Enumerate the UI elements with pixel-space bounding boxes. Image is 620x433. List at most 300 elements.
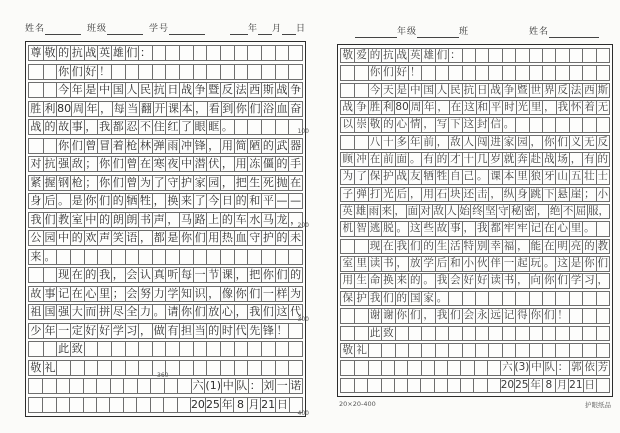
grid-cell: 学 bbox=[570, 274, 582, 287]
grid-cell: 的 bbox=[58, 46, 70, 59]
grid-cell: ！ bbox=[557, 309, 568, 322]
grid-cell bbox=[434, 361, 447, 374]
grid-cell: 们 bbox=[597, 257, 609, 270]
grid-cell bbox=[582, 66, 595, 79]
grid-cell bbox=[179, 250, 193, 264]
grid-cell: 无 bbox=[597, 101, 609, 114]
grid-cell: ， bbox=[437, 101, 448, 114]
grid-cell: 学 bbox=[112, 323, 124, 337]
grid-cell bbox=[247, 65, 261, 79]
grid-cell: 在 bbox=[383, 239, 394, 252]
grid-cell bbox=[542, 66, 555, 79]
grid-cell: 民 bbox=[450, 83, 461, 96]
grid-cell: 力 bbox=[140, 305, 152, 319]
grid-cell: 祖 bbox=[30, 305, 42, 319]
grid-cell: 向 bbox=[530, 274, 542, 287]
grid-cell: 敌 bbox=[433, 205, 444, 218]
grid-cell: 中 bbox=[409, 83, 421, 96]
grid-cell: ， bbox=[544, 101, 555, 114]
grid-cell: 有 bbox=[423, 153, 434, 166]
grid-cell bbox=[234, 361, 248, 375]
grid-cell: ， bbox=[530, 135, 542, 148]
grid-cell: 代 bbox=[290, 305, 302, 319]
grid-cell: 起 bbox=[517, 257, 528, 270]
grid-cell: 敌 bbox=[450, 135, 461, 148]
grid-cell: 悬 bbox=[557, 187, 568, 200]
grid-cell: 抗 bbox=[463, 83, 475, 96]
grid-cell: 事 bbox=[44, 286, 56, 300]
grid-cell: 牲 bbox=[436, 170, 448, 183]
grid-cell: 血 bbox=[276, 101, 288, 115]
grid-cell: 紧 bbox=[30, 175, 42, 189]
grid-cell: 的 bbox=[262, 138, 274, 152]
grid-cell: 牺 bbox=[423, 170, 434, 183]
grid-cell bbox=[367, 379, 380, 392]
grid-cell: 强 bbox=[58, 157, 70, 171]
student-id-label: 学号 bbox=[149, 24, 170, 34]
grid-cell: 先 bbox=[249, 323, 261, 337]
grid-cell bbox=[29, 83, 43, 97]
grid-cell: 里 bbox=[99, 286, 111, 300]
grid-cell: 定 bbox=[71, 323, 83, 337]
grid-cell: 雄 bbox=[355, 205, 367, 218]
grid-cell: 弹 bbox=[153, 138, 165, 152]
month-label: 月 bbox=[271, 24, 282, 34]
essay-row bbox=[340, 256, 610, 271]
grid-cell bbox=[502, 49, 515, 62]
grid-cell: 节 bbox=[208, 268, 220, 282]
grid-cell bbox=[582, 49, 595, 62]
grid-cell: 脱 bbox=[383, 222, 394, 235]
grid-cell: 的 bbox=[383, 118, 394, 131]
grid-cell: 你 bbox=[180, 305, 192, 319]
grid-cell: 诺 bbox=[290, 379, 302, 393]
grid-cell: 来 bbox=[30, 249, 42, 263]
grid-cell bbox=[177, 379, 191, 393]
grid-cell: 界 bbox=[543, 83, 555, 96]
grid-cell bbox=[193, 65, 207, 79]
grid-cell: 光 bbox=[517, 101, 528, 114]
grid-cell bbox=[138, 361, 152, 375]
right-page-footer bbox=[337, 400, 613, 409]
grid-cell: 在 bbox=[290, 175, 302, 189]
grid-cell bbox=[177, 398, 190, 412]
grid-cell: 。 bbox=[476, 170, 488, 183]
essay-row bbox=[28, 119, 303, 135]
essay-row bbox=[340, 291, 610, 306]
grid-cell bbox=[111, 250, 125, 264]
grid-cell: 了 bbox=[356, 170, 367, 183]
grid-cell: 五 bbox=[570, 170, 582, 183]
grid-cell: 国 bbox=[44, 305, 56, 319]
grid-cell: 块 bbox=[450, 187, 461, 200]
grid-cell: 们 bbox=[112, 175, 124, 189]
grid-cell bbox=[165, 250, 179, 264]
grid-cell: 我 bbox=[396, 239, 408, 252]
grid-cell: 们 bbox=[262, 305, 274, 319]
grid-cell: 的 bbox=[208, 323, 220, 337]
grid-cell: 的 bbox=[85, 268, 97, 282]
grid-cell bbox=[354, 136, 367, 149]
grid-cell bbox=[137, 379, 151, 393]
year-label: 年 bbox=[247, 24, 258, 34]
grid-cell: 护 bbox=[262, 231, 274, 245]
grid-cell: 来 bbox=[180, 194, 192, 208]
grid-cell: 护 bbox=[383, 170, 394, 183]
grid-cell: 国 bbox=[423, 83, 434, 96]
grid-cell: 们 bbox=[436, 49, 448, 61]
grid-cell: 己 bbox=[463, 170, 475, 183]
grid-cell: 牢 bbox=[503, 222, 515, 235]
grid-cell: 天 bbox=[383, 83, 394, 96]
grid-cell: ， bbox=[208, 286, 220, 300]
grid-cell: 大 bbox=[71, 305, 83, 319]
grid-cell bbox=[394, 379, 407, 392]
grid-cell: 换 bbox=[383, 274, 394, 287]
grid-cell: 好 bbox=[85, 323, 97, 337]
grid-cell bbox=[261, 361, 275, 375]
grid-cell: 无 bbox=[584, 135, 595, 148]
grid-cell: 今 bbox=[369, 83, 381, 96]
grid-cell: 到 bbox=[222, 101, 234, 115]
grid-cell: 的 bbox=[44, 120, 56, 134]
grid-cell bbox=[261, 46, 275, 60]
grid-cell: 公 bbox=[30, 231, 42, 245]
student-id-blank bbox=[169, 24, 205, 35]
grid-cell: 本 bbox=[503, 170, 515, 183]
grid-cell: 们 bbox=[126, 46, 138, 59]
grid-cell bbox=[569, 118, 582, 131]
grid-cell: 20 bbox=[500, 378, 515, 391]
grid-cell: 生 bbox=[356, 274, 367, 287]
grid-cell: 队 bbox=[236, 379, 248, 393]
grid-cell: 的 bbox=[221, 212, 233, 226]
grid-cell: 崖 bbox=[570, 187, 582, 200]
grid-cell: 会 bbox=[450, 274, 461, 287]
grid-cell: 的 bbox=[276, 231, 288, 245]
grid-cell: 能 bbox=[530, 239, 542, 252]
grid-cell: 着 bbox=[112, 138, 124, 152]
grid-cell: 教 bbox=[58, 212, 70, 226]
grid-cell: 手 bbox=[290, 157, 302, 171]
grid-cell: 书 bbox=[383, 257, 394, 270]
grid-cell: 书 bbox=[140, 212, 152, 226]
grid-cell: 课 bbox=[221, 268, 233, 282]
grid-cell: 你 bbox=[180, 231, 192, 245]
grid-cell bbox=[275, 361, 289, 375]
day-blank bbox=[282, 24, 296, 35]
grid-cell: 们 bbox=[71, 64, 83, 78]
grid-cell: ， bbox=[235, 305, 247, 319]
grid-cell: 战 bbox=[342, 101, 353, 114]
grid-cell: 崇 bbox=[356, 118, 367, 131]
grid-cell: 我 bbox=[30, 212, 42, 226]
grid-cell: 护 bbox=[356, 291, 367, 304]
grid-cell: 冲 bbox=[356, 153, 367, 166]
grid-cell bbox=[354, 327, 367, 340]
grid-cell: 自 bbox=[450, 170, 461, 183]
grid-cell: 的 bbox=[396, 291, 408, 304]
grid-cell: 牙 bbox=[543, 170, 555, 183]
grid-cell bbox=[206, 250, 220, 264]
left-page-header bbox=[25, 20, 306, 35]
grid-cell: 敬 bbox=[342, 343, 353, 356]
grid-cell bbox=[109, 398, 122, 412]
grid-cell: 用 bbox=[423, 187, 434, 200]
grid-cell: 顾 bbox=[342, 153, 353, 166]
essay-row bbox=[340, 221, 610, 236]
grid-cell: 赴 bbox=[530, 153, 542, 166]
grid-cell bbox=[475, 327, 488, 340]
grid-cell: 抗 bbox=[44, 157, 56, 171]
essay-row bbox=[28, 64, 303, 80]
grid-cell: 曾 bbox=[126, 157, 138, 171]
grid-cell: 远 bbox=[490, 309, 501, 322]
grid-cell: 。 bbox=[543, 257, 555, 270]
grid-cell: 队 bbox=[544, 361, 556, 374]
grid-cell bbox=[341, 240, 354, 253]
right-composition-grid bbox=[337, 44, 613, 397]
grid-cell: 年 bbox=[424, 101, 435, 114]
grid-cell: 以 bbox=[342, 118, 353, 131]
grid-cell bbox=[29, 65, 43, 79]
grid-cell: 武 bbox=[276, 138, 288, 152]
grid-cell bbox=[165, 342, 179, 356]
grid-cell bbox=[381, 379, 394, 392]
grid-cell bbox=[460, 361, 473, 374]
grid-cell: 郭 bbox=[571, 361, 582, 374]
grid-cell: 敬 bbox=[342, 49, 353, 61]
grid-cell bbox=[247, 342, 261, 356]
grid-cell: 生 bbox=[249, 175, 261, 189]
grid-cell: 不 bbox=[140, 120, 152, 134]
grid-cell: 的 bbox=[290, 268, 302, 282]
word-count-marker: 300 bbox=[297, 316, 309, 323]
grid-cell bbox=[96, 379, 110, 393]
grid-cell: 敬 bbox=[44, 46, 56, 59]
grid-cell: 民 bbox=[140, 83, 152, 97]
grid-cell bbox=[247, 250, 261, 264]
essay-row bbox=[28, 82, 303, 98]
grid-cell: ， bbox=[100, 101, 112, 115]
grid-cell: 雄 bbox=[423, 49, 434, 61]
grid-cell: 我 bbox=[557, 101, 569, 114]
grid-cell: 闯 bbox=[476, 135, 488, 148]
grid-cell: 别 bbox=[476, 239, 488, 252]
grid-cell: 利 bbox=[382, 101, 394, 114]
grid-cell bbox=[354, 379, 367, 392]
grid-cell bbox=[43, 268, 57, 282]
grid-cell: 十 bbox=[463, 153, 475, 166]
grid-cell: 现 bbox=[369, 239, 381, 252]
grid-cell: 日 bbox=[276, 397, 288, 411]
grid-cell: 笑 bbox=[112, 231, 124, 245]
grid-cell: 里 bbox=[517, 170, 528, 183]
grid-cell: 们 bbox=[409, 239, 421, 252]
grid-cell: 战 bbox=[30, 120, 42, 134]
grid-cell: 护 bbox=[180, 175, 192, 189]
grid-cell bbox=[447, 361, 460, 374]
grid-cell: 用 bbox=[208, 231, 220, 245]
essay-row bbox=[340, 187, 610, 202]
grid-cell bbox=[275, 46, 289, 60]
grid-cell: 8 bbox=[542, 379, 555, 392]
grid-cell: 守 bbox=[498, 205, 509, 218]
grid-cell bbox=[488, 292, 501, 305]
grade-blank bbox=[355, 27, 397, 38]
grid-cell: 伙 bbox=[476, 257, 488, 270]
grid-cell: 月 bbox=[248, 397, 260, 411]
grid-cell: ！ bbox=[276, 323, 288, 337]
grid-cell: 的 bbox=[409, 274, 421, 287]
grid-cell: 人 bbox=[436, 83, 448, 96]
grid-cell: 的 bbox=[369, 49, 381, 61]
grid-cell: 会 bbox=[126, 286, 138, 300]
grid-cell: 8 bbox=[233, 398, 246, 412]
grid-cell bbox=[448, 327, 461, 340]
grid-cell: 陋 bbox=[249, 138, 261, 152]
grid-cell: 年 bbox=[44, 323, 56, 337]
grid-cell: 僵 bbox=[262, 157, 274, 171]
essay-row bbox=[340, 239, 610, 254]
essay-row bbox=[340, 326, 610, 341]
grid-cell: 20 bbox=[190, 397, 205, 411]
grid-cell bbox=[234, 250, 248, 264]
grid-cell: 刘 bbox=[263, 379, 275, 393]
grid-cell: 你 bbox=[235, 286, 247, 300]
essay-row bbox=[28, 212, 303, 228]
grid-cell: 当 bbox=[127, 101, 139, 115]
grid-cell: 们 bbox=[249, 286, 261, 300]
grid-cell: 你 bbox=[99, 175, 111, 189]
essay-row bbox=[340, 48, 610, 63]
grid-cell: 中 bbox=[58, 231, 70, 245]
essay-row bbox=[28, 101, 303, 117]
grid-cell bbox=[275, 120, 289, 134]
grid-cell: ， bbox=[235, 268, 247, 282]
grid-cell bbox=[515, 49, 528, 62]
grid-cell: 今 bbox=[58, 83, 70, 97]
grid-cell: 奋 bbox=[290, 101, 302, 115]
grid-cell: 们 bbox=[450, 309, 461, 322]
grid-cell: 心 bbox=[396, 118, 408, 131]
essay-row bbox=[340, 378, 610, 393]
grid-cell: 礼 bbox=[356, 343, 367, 356]
grid-cell bbox=[179, 361, 193, 375]
grid-cell: 的 bbox=[423, 239, 434, 252]
grid-cell: 这 bbox=[463, 118, 475, 131]
grid-cell: 为 bbox=[342, 170, 353, 183]
grid-cell: 事 bbox=[71, 120, 83, 134]
grid-cell: 才 bbox=[450, 153, 461, 166]
essay-row bbox=[340, 360, 610, 375]
grid-cell bbox=[165, 46, 179, 60]
grid-cell: 斯 bbox=[597, 83, 609, 96]
left-composition-grid bbox=[25, 41, 306, 417]
grid-cell: 是 bbox=[570, 257, 582, 270]
grid-cell: 你 bbox=[584, 257, 595, 270]
grid-cell: 们 bbox=[249, 101, 261, 115]
grid-cell: 记 bbox=[58, 286, 70, 300]
grid-cell bbox=[234, 46, 248, 60]
grid-cell: 年 bbox=[409, 135, 421, 148]
grid-cell: 抗 bbox=[153, 83, 165, 97]
grid-cell bbox=[515, 66, 528, 79]
grid-cell: 和 bbox=[450, 257, 461, 270]
grid-cell: 得 bbox=[517, 309, 528, 322]
grid-cell: 欢 bbox=[85, 231, 97, 245]
essay-row bbox=[340, 100, 610, 115]
grid-cell: 龙 bbox=[276, 212, 288, 226]
grid-cell: 前 bbox=[383, 153, 394, 166]
grid-cell bbox=[275, 250, 289, 264]
grid-cell: 在 bbox=[543, 239, 555, 252]
grid-cell: 红 bbox=[167, 120, 179, 134]
grid-cell bbox=[123, 379, 137, 393]
grid-cell bbox=[220, 361, 234, 375]
grid-cell bbox=[29, 398, 42, 412]
grid-cell: ， bbox=[436, 135, 448, 148]
grid-cell bbox=[206, 342, 220, 356]
grid-cell: 子 bbox=[342, 187, 353, 200]
grid-cell bbox=[596, 292, 609, 305]
grid-cell bbox=[56, 398, 69, 412]
grid-cell bbox=[421, 66, 434, 79]
grid-cell: 弹 bbox=[356, 187, 367, 200]
grid-cell: 有 bbox=[167, 323, 179, 337]
grid-cell bbox=[152, 342, 166, 356]
grid-cell bbox=[43, 342, 57, 356]
grid-cell: 的 bbox=[436, 153, 448, 166]
grid-cell: 不 bbox=[562, 205, 574, 218]
grid-cell bbox=[542, 344, 555, 357]
grid-cell bbox=[460, 379, 473, 392]
essay-row bbox=[28, 267, 303, 283]
grid-cell: 们 bbox=[276, 268, 288, 282]
grid-cell bbox=[421, 361, 434, 374]
grid-cell bbox=[555, 344, 568, 357]
grid-cell: 记 bbox=[503, 309, 515, 322]
grid-cell bbox=[487, 361, 500, 374]
grid-cell bbox=[515, 344, 528, 357]
grid-cell: ， bbox=[394, 205, 405, 218]
grid-cell bbox=[381, 344, 394, 357]
grid-cell bbox=[555, 66, 568, 79]
essay-row bbox=[28, 45, 303, 61]
grid-cell: 21 bbox=[569, 378, 583, 391]
grid-cell: 们 bbox=[383, 291, 394, 304]
grid-cell: 努 bbox=[140, 286, 152, 300]
grid-cell bbox=[247, 120, 261, 134]
grid-cell bbox=[70, 361, 84, 375]
grid-cell: 还 bbox=[463, 187, 475, 200]
grid-cell bbox=[152, 46, 166, 60]
grid-cell bbox=[529, 118, 542, 131]
grid-cell bbox=[247, 361, 261, 375]
grid-cell: 。 bbox=[503, 118, 515, 131]
grid-cell: 枪 bbox=[126, 138, 138, 152]
grid-cell: 们 bbox=[194, 231, 206, 245]
grid-cell: 守 bbox=[167, 175, 179, 189]
grid-cell bbox=[542, 292, 555, 305]
essay-row bbox=[28, 323, 303, 339]
grid-cell: 血 bbox=[235, 231, 247, 245]
grid-cell: 士 bbox=[597, 170, 609, 183]
grid-cell: ， bbox=[423, 309, 434, 322]
grid-cell bbox=[84, 342, 98, 356]
grid-cell bbox=[354, 240, 367, 253]
grid-cell: 们 bbox=[383, 66, 394, 79]
